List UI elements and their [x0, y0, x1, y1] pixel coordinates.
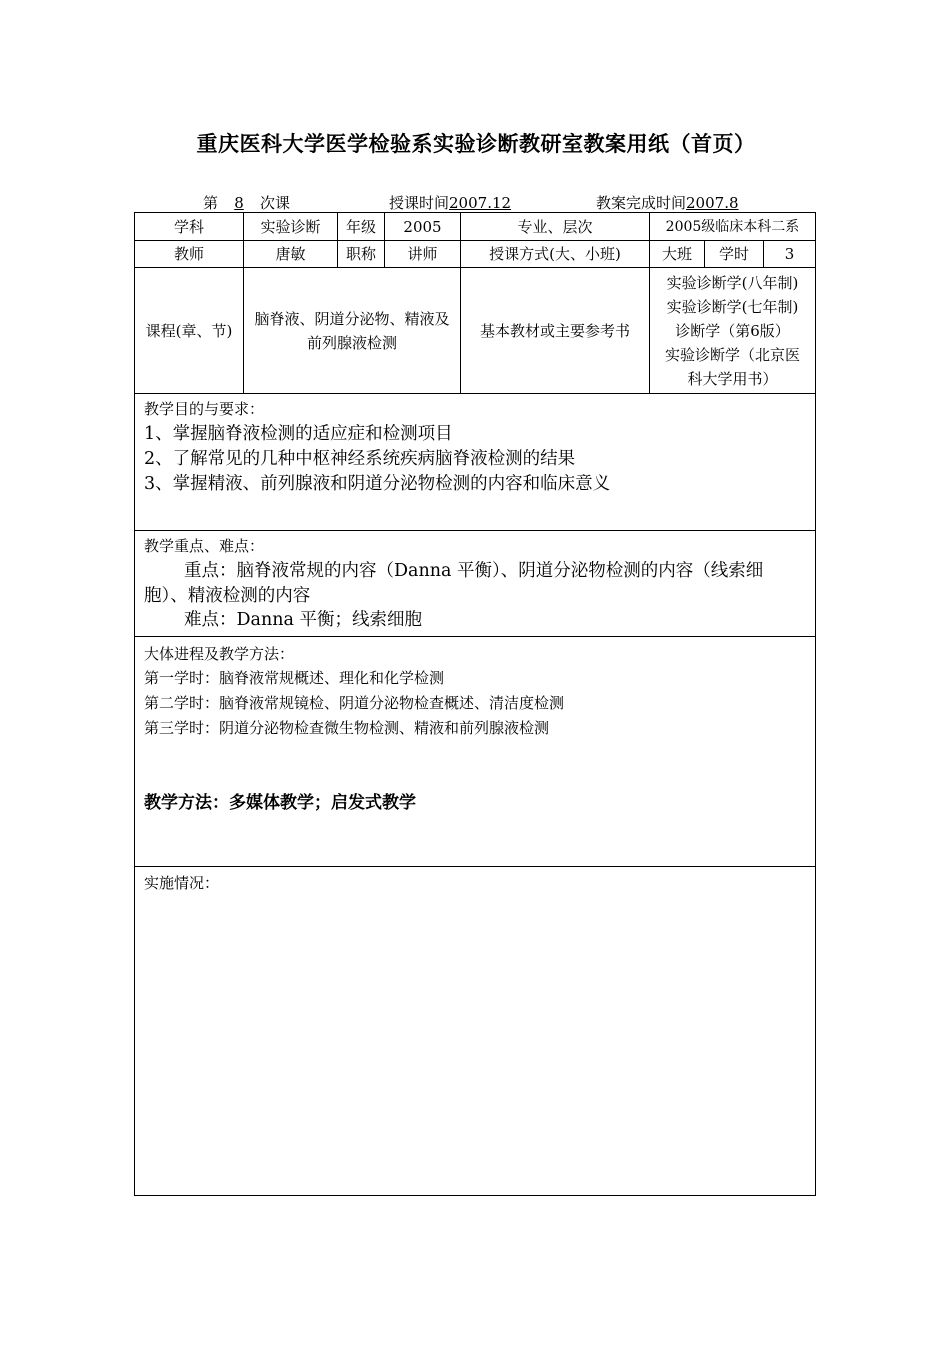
course-label: 课程(章、节) — [145, 321, 233, 340]
book-item: 诊断学（第6版） — [675, 321, 790, 340]
complete-time-value: 2007.8 — [686, 194, 739, 212]
complete-time-label: 教案完成时间 — [596, 194, 687, 212]
key-points-label: 教学重点、难点： — [144, 537, 265, 555]
book-item: 实验诊断学(七年制) — [666, 297, 799, 316]
teach-time-value: 2007.12 — [449, 194, 512, 212]
lesson-number — [203, 192, 290, 213]
teaching-method: 教学方法：多媒体教学；启发式教学 — [144, 793, 416, 813]
book-item: 科大学用书） — [687, 369, 778, 388]
books-list — [650, 268, 815, 393]
complete-time — [596, 192, 766, 213]
hours-value: 3 — [784, 245, 795, 263]
teach-time-label: 授课时间 — [389, 194, 450, 212]
process-item: 第三学时：阴道分泌物检查微生物检测、精液和前列腺液检测 — [144, 719, 550, 737]
key-point-line: 重点：脑脊液常规的内容（Danna 平衡）、阴道分泌物检测的内容（线索细 — [184, 561, 764, 581]
subject-value: 实验诊断 — [260, 217, 321, 236]
row-divider — [134, 393, 816, 394]
course-value: 脑脊液、阴道分泌物、精液及前列腺液检测 — [254, 309, 450, 352]
lesson-suffix: 次课 — [260, 194, 291, 212]
lesson-number-value: 8 — [234, 194, 244, 212]
row-divider — [134, 866, 816, 867]
process-item: 第二学时：脑脊液常规镜检、阴道分泌物检查概述、清洁度检测 — [144, 694, 565, 712]
row-divider — [134, 636, 816, 637]
grade-label: 年级 — [345, 217, 376, 236]
major-value: 2005级临床本科二系 — [665, 218, 800, 235]
teacher-label: 教师 — [173, 245, 204, 263]
rank-label: 职称 — [345, 245, 376, 263]
process-item: 第一学时：脑脊液常规概述、理化和化学检测 — [144, 669, 445, 687]
key-point-line: 胞）、精液检测的内容 — [144, 586, 311, 606]
teacher-value: 唐敏 — [275, 245, 306, 263]
books-label: 基本教材或主要参考书 — [479, 321, 630, 340]
book-item: 实验诊断学（北京医 — [664, 345, 800, 364]
rank-value: 讲师 — [407, 245, 438, 263]
subject-label: 学科 — [173, 217, 204, 236]
major-label: 专业、层次 — [517, 217, 593, 236]
mode-value: 大班 — [661, 245, 692, 263]
goal-item: 3、掌握精液、前列腺液和阴道分泌物检测的内容和临床意义 — [144, 474, 611, 494]
process-label: 大体进程及教学方法： — [144, 645, 295, 663]
page-title: 重庆医科大学医学检验系实验诊断教研室教案用纸（首页） — [196, 132, 756, 156]
teach-time — [389, 192, 537, 213]
goals-label: 教学目的与要求： — [144, 400, 265, 418]
goal-item: 2、了解常见的几种中枢神经系统疾病脑脊液检测的结果 — [144, 449, 576, 469]
hours-label: 学时 — [718, 245, 749, 263]
book-item: 实验诊断学(八年制) — [666, 273, 799, 292]
difficult-point: 难点：Danna 平衡；线索细胞 — [184, 610, 423, 630]
grade-value: 2005 — [403, 217, 442, 236]
row-divider — [134, 530, 816, 531]
goal-item: 1、掌握脑脊液检测的适应症和检测项目 — [144, 424, 453, 444]
lesson-prefix: 第 — [203, 194, 219, 212]
implementation-label: 实施情况： — [144, 874, 220, 892]
mode-label: 授课方式(大、小班) — [489, 245, 621, 263]
